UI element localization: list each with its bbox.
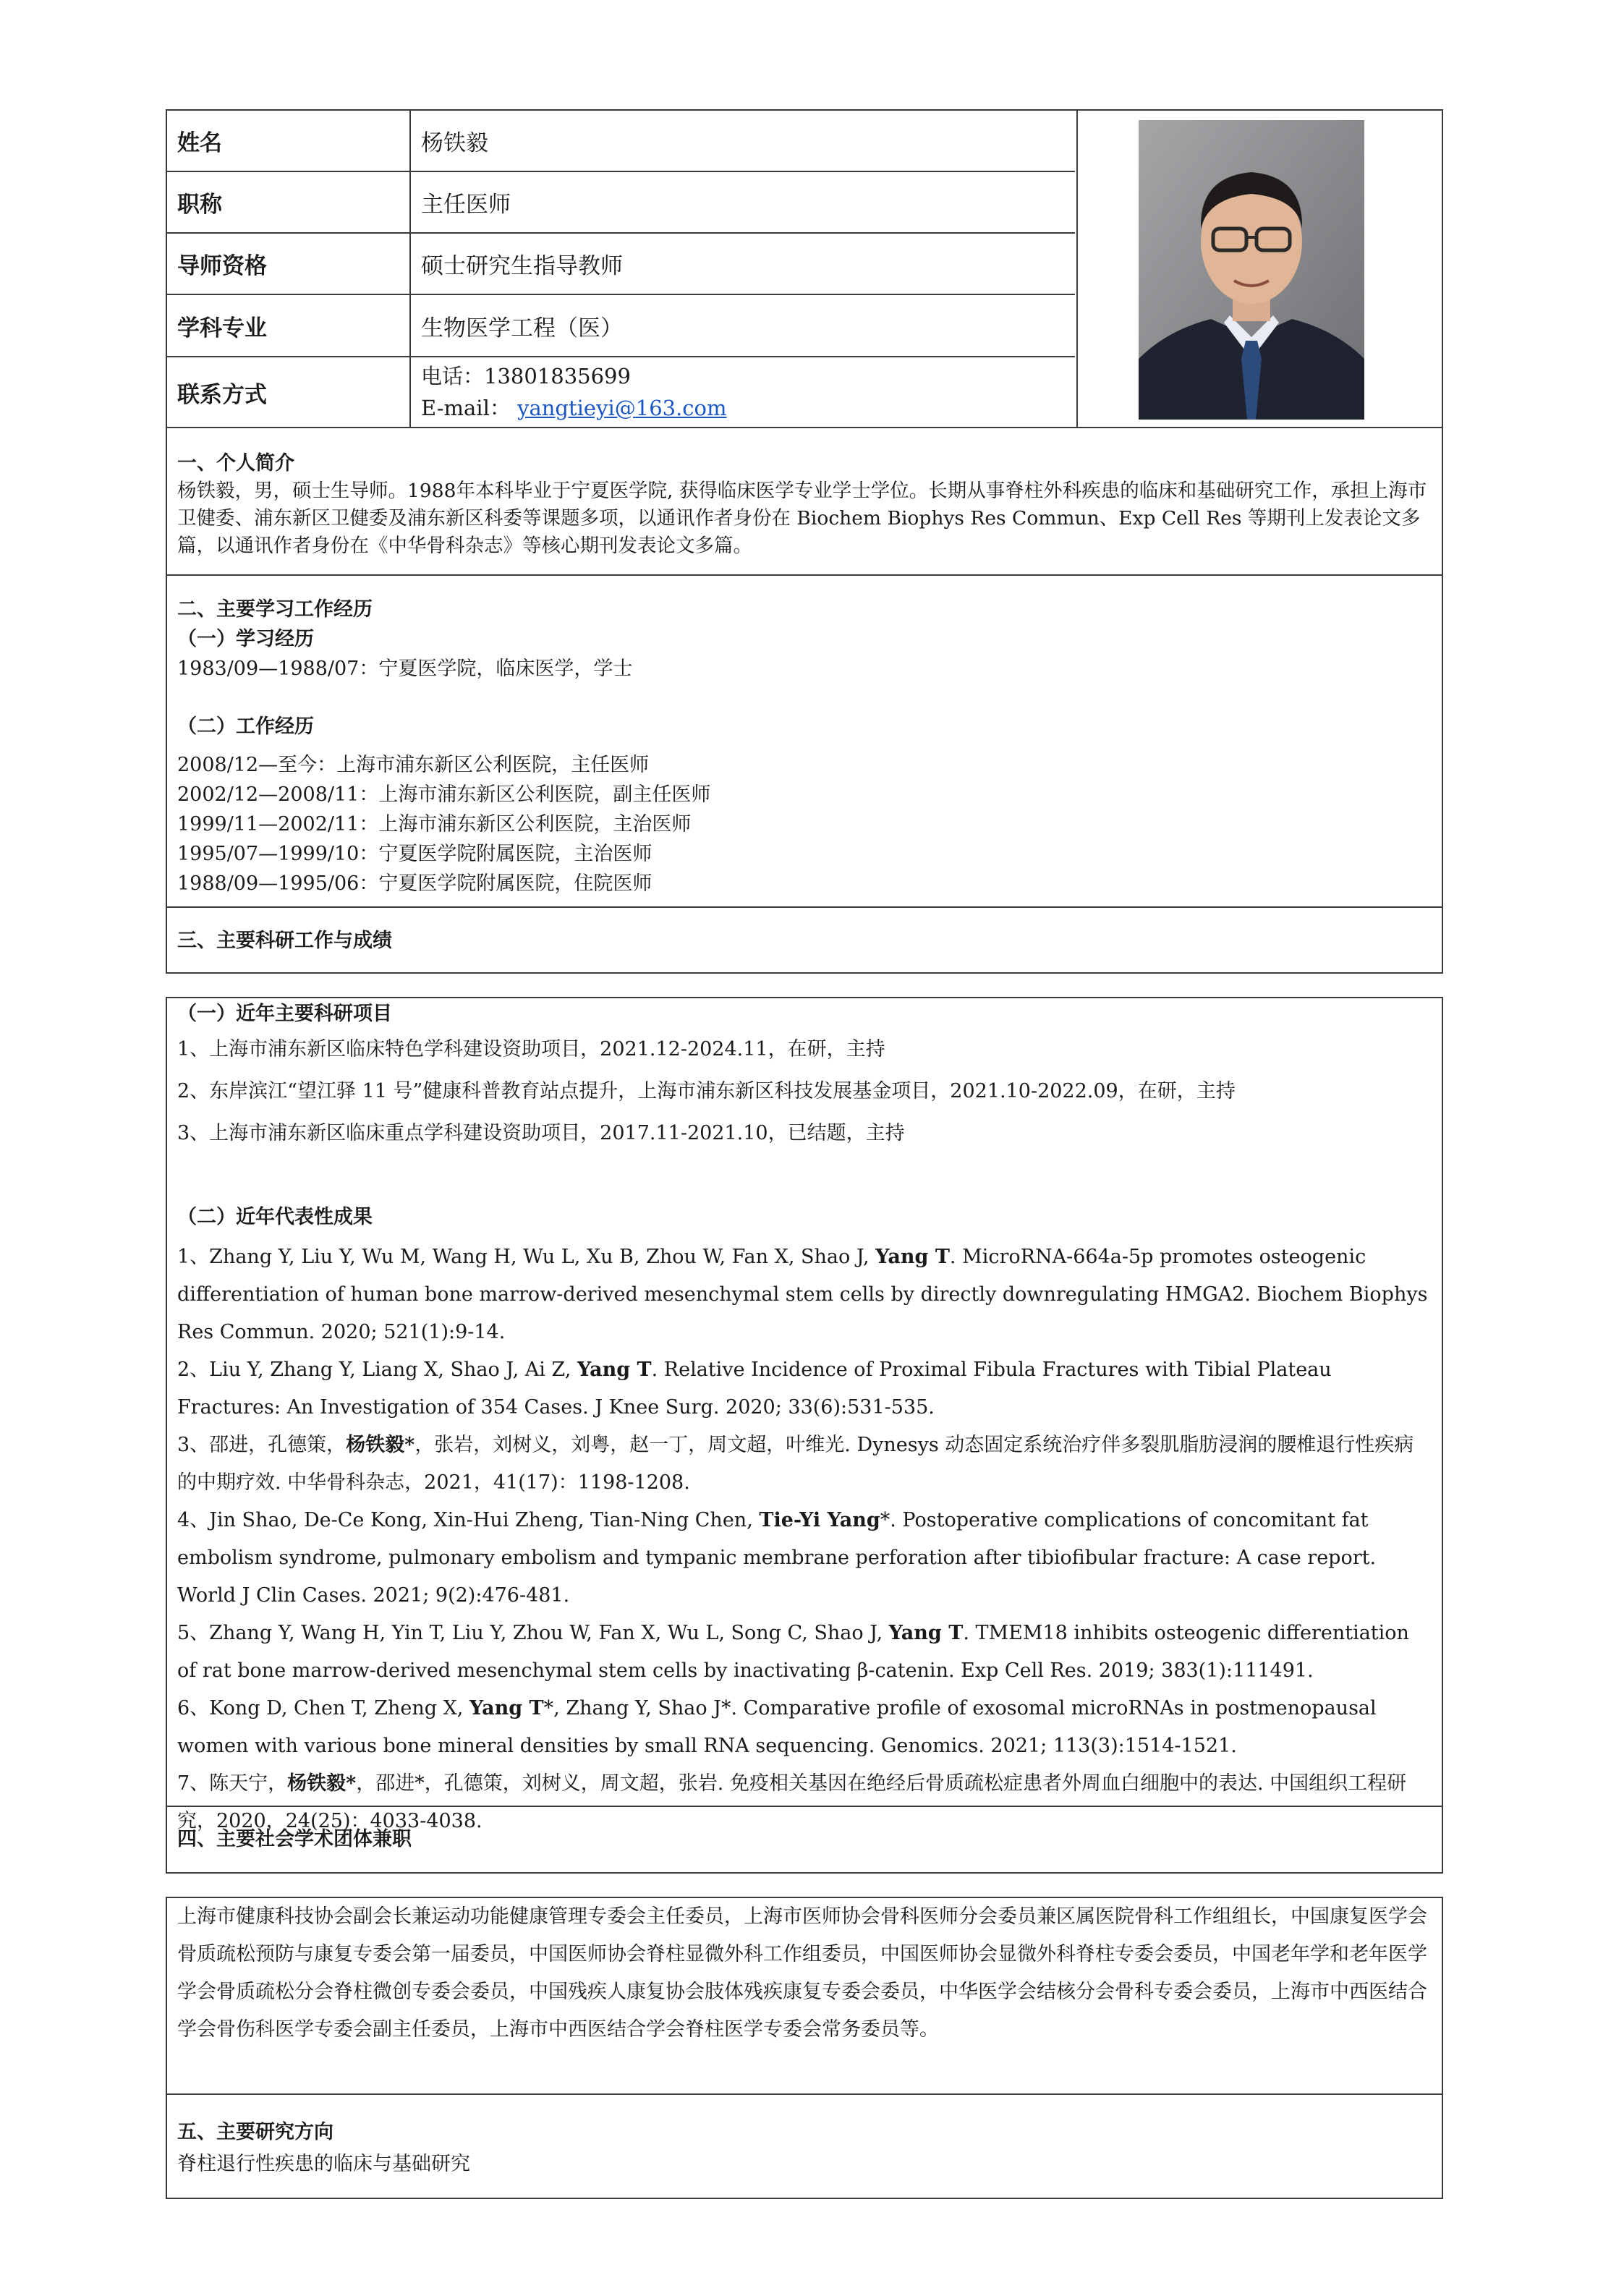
achievement-highlight: Yang T: [875, 1246, 950, 1268]
value-supervisor: 硕士研究生指导教师: [409, 234, 1075, 294]
label-name: 姓名: [177, 130, 222, 156]
research-heading: 三、主要科研工作与成绩: [177, 929, 392, 952]
achievement-highlight: 杨铁毅*: [287, 1772, 357, 1795]
societies-heading-row: [167, 1807, 1442, 1872]
achievement-citation: ，张岩，刘树义，刘粤，赵一丁，周文超，叶维光. Dynesys 动态固定系统治疗伴多裂肌脂肪浸润的腰椎退行性疾病的中期疗效. 中华骨科杂志，2021，41(17)：1198-1208.: [177, 1434, 1414, 1494]
achievement-authors: 1、Zhang Y, Liu Y, Wu M, Wang H, Wu L, Xu B, Zhou W, Fan X, Shao J,: [177, 1246, 876, 1268]
project-item: 2、东岸滨江“望江驿 11 号”健康科普教育站点提升，上海市浦东新区科技发展基金项目，2021.10-2022.09，在研，主持: [177, 1080, 1236, 1102]
achievement-authors: 5、Zhang Y, Wang H, Yin T, Liu Y, Zhou W, Fan X, Wu L, Song C, Shao J,: [177, 1622, 889, 1644]
label-supervisor: 导师资格: [177, 253, 267, 279]
achievements-heading: （二）近年代表性成果: [177, 1206, 373, 1228]
achievement-item: [177, 1427, 1432, 1502]
label-major: 学科专业: [177, 315, 267, 341]
direction-heading: 五、主要研究方向: [177, 2121, 333, 2143]
achievement-item: [177, 1690, 1432, 1765]
achievement-highlight: Tie-Yi Yang: [759, 1509, 880, 1531]
work-heading: （二）工作经历: [177, 715, 314, 738]
label-title: 职称: [177, 192, 222, 218]
achievement-highlight: 杨铁毅*: [346, 1434, 415, 1456]
achievement-citation: . Relative Incidence of Proximal Fibula Fractures with Tibial Plateau Fractures: An Investigation of 354 Cases. J Knee Surg. 2020; 33(6):531-535.: [177, 1359, 1332, 1419]
project-item: 3、上海市浦东新区临床重点学科建设资助项目，2017.11-2021.10，已结题，主持: [177, 1122, 905, 1144]
value-major: 生物医学工程（医）: [409, 295, 1075, 356]
achievement-item: [177, 1502, 1432, 1615]
contact-email-line: [421, 392, 727, 424]
work-item: 2002/12—2008/11：上海市浦东新区公利医院，副主任医师: [177, 783, 711, 806]
achievement-authors: 4、Jin Shao, De-Ce Kong, Xin-Hui Zheng, Tian-Ning Chen,: [177, 1509, 760, 1531]
work-item: 1995/07—1999/10：宁夏医学院附属医院，主治医师: [177, 843, 652, 865]
direction-section: [167, 2095, 1442, 2199]
intro-heading: 一、个人简介: [177, 452, 294, 475]
study-item: 1983/09—1988/07：宁夏医学院，临床医学，学士: [177, 658, 633, 680]
achievement-authors: 6、Kong D, Chen T, Zheng X,: [177, 1697, 469, 1719]
achievement-item: [177, 1238, 1432, 1351]
societies-heading: 四、主要社会学术团体兼职: [177, 1828, 412, 1850]
history-heading: 二、主要学习工作经历: [177, 598, 373, 621]
contact-email-link[interactable]: yangtieyi@163.com: [517, 396, 727, 420]
portrait-photo: [1139, 120, 1364, 420]
work-item: 2008/12—至今：上海市浦东新区公利医院，主任医师: [177, 754, 650, 776]
project-item: 1、上海市浦东新区临床特色学科建设资助项目，2021.12-2024.11，在研，主持: [177, 1038, 885, 1060]
achievement-authors: 3、邵进，孔德策，: [177, 1434, 347, 1456]
direction-text: 脊柱退行性疾患的临床与基础研究: [177, 2153, 470, 2175]
achievement-highlight: Yang T: [888, 1622, 964, 1644]
history-section: [167, 576, 1442, 908]
intro-text: 杨铁毅，男，硕士生导师。1988年本科毕业于宁夏医学院, 获得临床医学专业学士学位。长期从事脊柱外科疾患的临床和基础研究工作，承担上海市卫健委、浦东新区卫健委及浦东新区科委等课题多项，以通讯作者身份在 Biochem Biophys Res Commun、Exp Cell Res 等期刊上发表论文多篇，以通讯作者身份在《中华骨科杂志》等核心期刊发表论文多篇。: [177, 480, 1427, 557]
intro-section: [167, 428, 1442, 576]
societies-text: 上海市健康科技协会副会长兼运动功能健康管理专委会主任委员，上海市医师协会骨科医师分会委员兼区属医院骨科工作组组长，中国康复医学会骨质疏松预防与康复专委会第一届委员，中国医师协会脊柱显微外科工作组委员，中国医师协会显微外科脊柱专委会委员，中国老年学和老年医学学会骨质疏松分会脊柱微创专委会委员，中国残疾人康复协会肢体残疾康复专委会委员，中华医学会结核分会骨科专委会委员，上海市中西医结合学会骨伤科医学专委会副主任委员，上海市中西医结合学会脊柱医学专委会常务委员等。: [177, 1905, 1427, 2041]
achievement-citation: ，邵进*，孔德策，刘树义，周文超，张岩. 免疫相关基因在绝经后骨质疏松症患者外周血白细胞中的表达. 中国组织工程研究，2020，24(25)：4033-4038.: [177, 1772, 1407, 1832]
value-name: 杨铁毅: [409, 111, 1075, 171]
projects-heading: （一）近年主要科研项目: [177, 1003, 392, 1025]
contact-phone: 电话：13801835699: [421, 364, 631, 388]
profile-row-name: [167, 111, 1075, 172]
achievement-authors: 7、陈天宁，: [177, 1772, 288, 1795]
research-heading-row: [167, 908, 1442, 974]
achievement-highlight: Yang T: [469, 1697, 544, 1719]
profile-row-supervisor: [167, 234, 1075, 295]
research-table: [166, 997, 1443, 1874]
achievement-citation: . TMEM18 inhibits osteogenic differentiation of rat bone marrow-derived mesenchymal stem cells by inactivating β-catenin. Exp Cell Res. 2019; 383(1):111491.: [177, 1622, 1409, 1682]
achievement-authors: 2、Liu Y, Zhang Y, Liang X, Shao J, Ai Z,: [177, 1359, 577, 1381]
value-contact: [409, 357, 1078, 427]
study-heading: （一）学习经历: [177, 628, 314, 650]
achievement-highlight: Yang T: [577, 1359, 652, 1381]
societies-section: [167, 1898, 1442, 2095]
profile-table: [166, 109, 1443, 974]
research-section: [167, 998, 1442, 1832]
profile-row-title: [167, 172, 1075, 234]
societies-table: [166, 1897, 1443, 2199]
profile-row-major: [167, 295, 1075, 357]
avatar: [1139, 120, 1364, 420]
value-title: 主任医师: [409, 172, 1075, 232]
achievement-item: [177, 1615, 1432, 1690]
achievement-citation: . MicroRNA-664a-5p promotes osteogenic differentiation of human bone marrow-derived mesenchymal stem cells by directly downregulating HMGA2. Biochem Biophys Res Commun. 2020; 521(1):9-14.: [177, 1246, 1428, 1343]
contact-email-prefix: E-mail：: [421, 396, 511, 420]
achievement-citation: *, Zhang Y, Shao J*. Comparative profile of exosomal microRNAs in postmenopausal women with various bone mineral densities by small RNA sequencing. Genomics. 2021; 113(3):1514-1521.: [177, 1697, 1377, 1757]
label-contact: 联系方式: [177, 381, 267, 408]
work-item: 1988/09—1995/06：宁夏医学院附属医院，住院医师: [177, 872, 652, 895]
achievement-item: [177, 1351, 1432, 1427]
achievement-citation: *. Postoperative complications of concomitant fat embolism syndrome, pulmonary embolism and tympanic membrane perforation after tibiofibular fracture: A case report. World J Clin Cases. 2021; 9(2):476-481.: [177, 1509, 1377, 1607]
work-item: 1999/11—2002/11：上海市浦东新区公利医院，主治医师: [177, 813, 692, 836]
